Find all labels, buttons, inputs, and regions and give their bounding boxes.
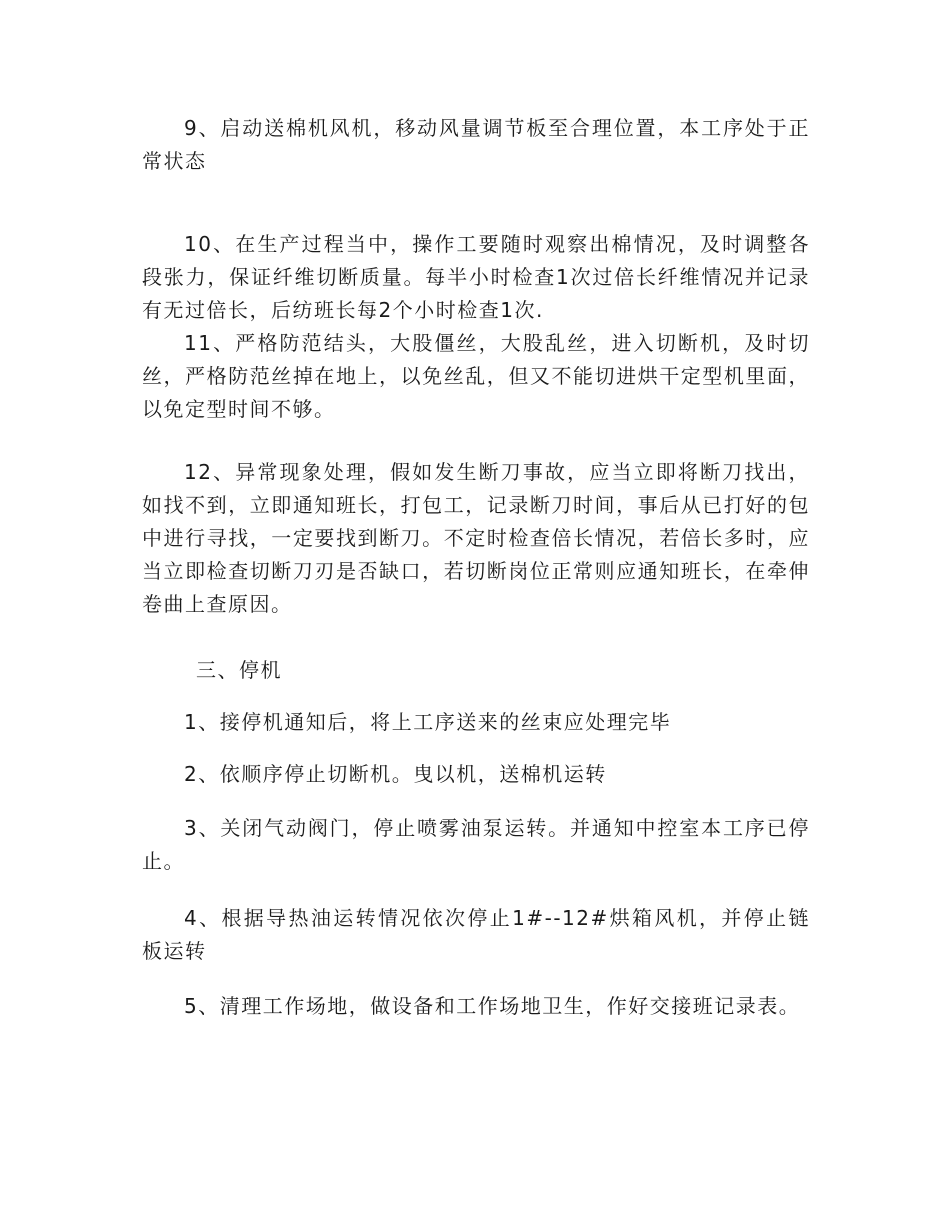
section-heading-stop: 三、停机 xyxy=(196,658,282,682)
paragraph-12: 12、异常现象处理，假如发生断刀事故，应当立即将断刀找出，如找不到，立即通知班长，打包工，记录断刀时间，事后从已打好的包中进行寻找，一定要找到断刀。不定时检查倍长情况，若倍长多时，应当立即检查切断刀刃是否缺口，若切断岗位正常则应通知班长，在牵伸卷曲上查原因。 xyxy=(142,460,810,616)
stop-step-4: 4、根据导热油运转情况依次停止1#--12#烘箱风机，并停止链板运转 xyxy=(142,906,810,963)
paragraph-11: 11、严格防范结头，大股僵丝，大股乱丝，进入切断机，及时切丝，严格防范丝掉在地上，以免丝乱，但又不能切进烘干定型机里面，以免定型时间不够。 xyxy=(142,331,810,421)
stop-step-3: 3、关闭气动阀门，停止喷雾油泵运转。并通知中控室本工序已停止。 xyxy=(142,816,810,873)
stop-step-2: 2、依顺序停止切断机。曳以机，送棉机运转 xyxy=(184,762,607,786)
paragraph-10: 10、在生产过程当中，操作工要随时观察出棉情况，及时调整各段张力，保证纤维切断质量。每半小时检查1次过倍长纤维情况并记录有无过倍长，后纺班长每2个小时检查1次. xyxy=(142,232,810,322)
stop-step-5: 5、清理工作场地，做设备和工作场地卫生，作好交接班记录表。 xyxy=(184,994,801,1018)
stop-step-1: 1、接停机通知后，将上工序送来的丝束应处理完毕 xyxy=(184,710,672,734)
paragraph-9: 9、启动送棉机风机，移动风量调节板至合理位置，本工序处于正常状态 xyxy=(142,116,810,173)
